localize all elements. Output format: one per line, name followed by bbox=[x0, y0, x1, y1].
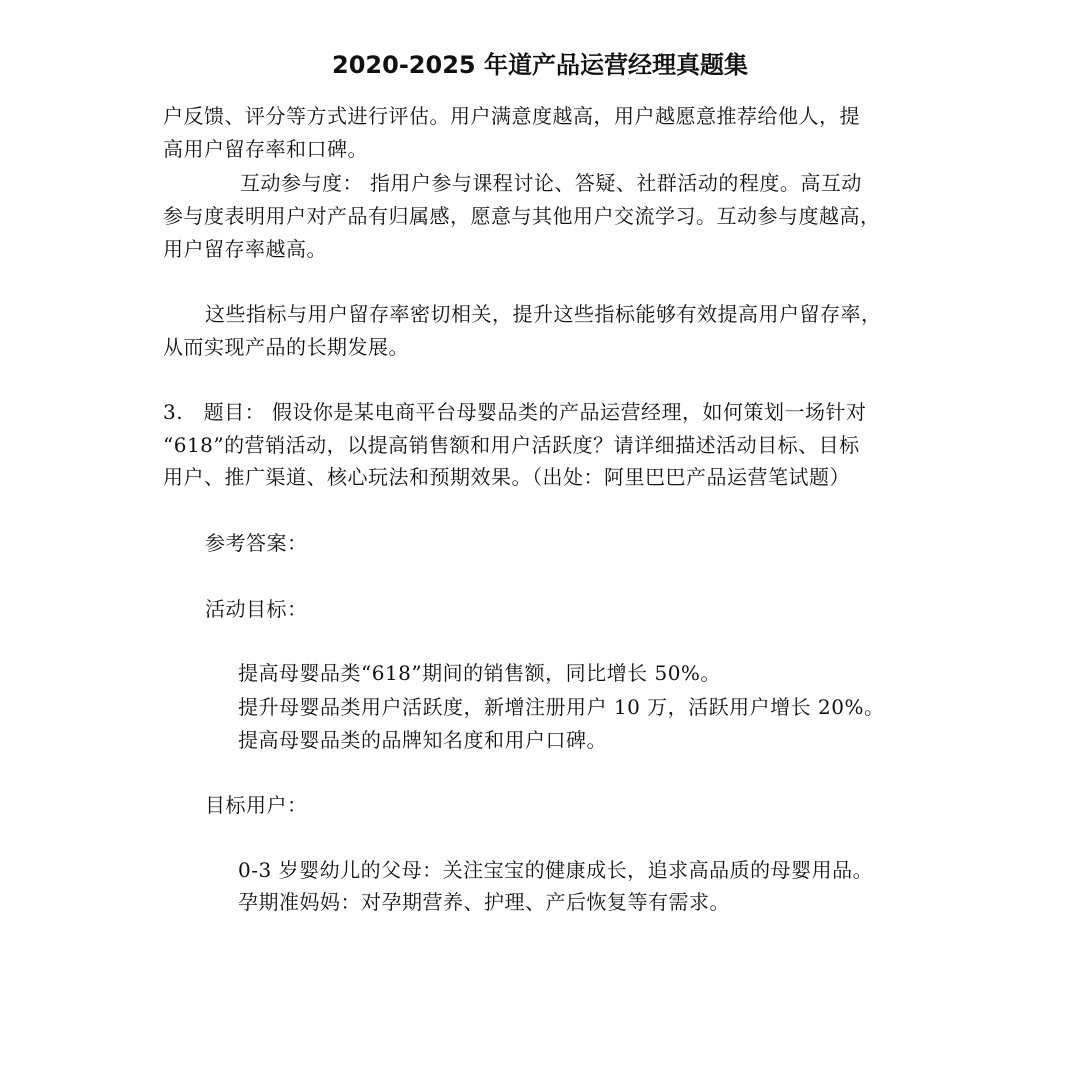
list-item: 0-3 岁婴幼儿的父母：关注宝宝的健康成长，追求高品质的母婴用品。 bbox=[238, 858, 874, 882]
list-item: 提高母婴品类的品牌知名度和用户口碑。 bbox=[238, 728, 607, 752]
paragraph-line: 这些指标与用户留存率密切相关，提升这些指标能够有效提高用户留存率， bbox=[205, 302, 882, 326]
question-line: “618”的营销活动，以提高销售额和用户活跃度？请详细描述活动目标、目标 bbox=[163, 433, 860, 457]
list-item: 孕期准妈妈：对孕期营养、护理、产后恢复等有需求。 bbox=[238, 890, 730, 914]
paragraph-line: 户反馈、评分等方式进行评估。用户满意度越高，用户越愿意推荐给他人，提 bbox=[163, 104, 860, 128]
section-heading: 活动目标： bbox=[205, 597, 308, 621]
page-title: 2020-2025 年道产品运营经理真题集 bbox=[332, 51, 748, 79]
list-item: 提升母婴品类用户活跃度，新增注册用户 10 万，活跃用户增长 20%。 bbox=[238, 695, 885, 719]
paragraph-line: 用户留存率越高。 bbox=[163, 237, 327, 261]
paragraph-line: 参与度表明用户对产品有归属感，愿意与其他用户交流学习。互动参与度越高， bbox=[163, 204, 881, 228]
question-line: 用户、推广渠道、核心玩法和预期效果。（出处：阿里巴巴产品运营笔试题） bbox=[163, 465, 850, 489]
list-item: 提高母婴品类“618”期间的销售额，同比增长 50%。 bbox=[238, 661, 721, 685]
section-heading: 目标用户： bbox=[205, 793, 308, 817]
paragraph-line: 从而实现产品的长期发展。 bbox=[163, 335, 409, 359]
paragraph-line: 互动参与度： 指用户参与课程讨论、答疑、社群活动的程度。高互动 bbox=[240, 171, 862, 195]
paragraph-line: 高用户留存率和口碑。 bbox=[163, 137, 368, 161]
question-line: 3. 题目： 假设你是某电商平台母婴品类的产品运营经理，如何策划一场针对 bbox=[163, 400, 867, 424]
answer-heading: 参考答案： bbox=[205, 531, 308, 555]
